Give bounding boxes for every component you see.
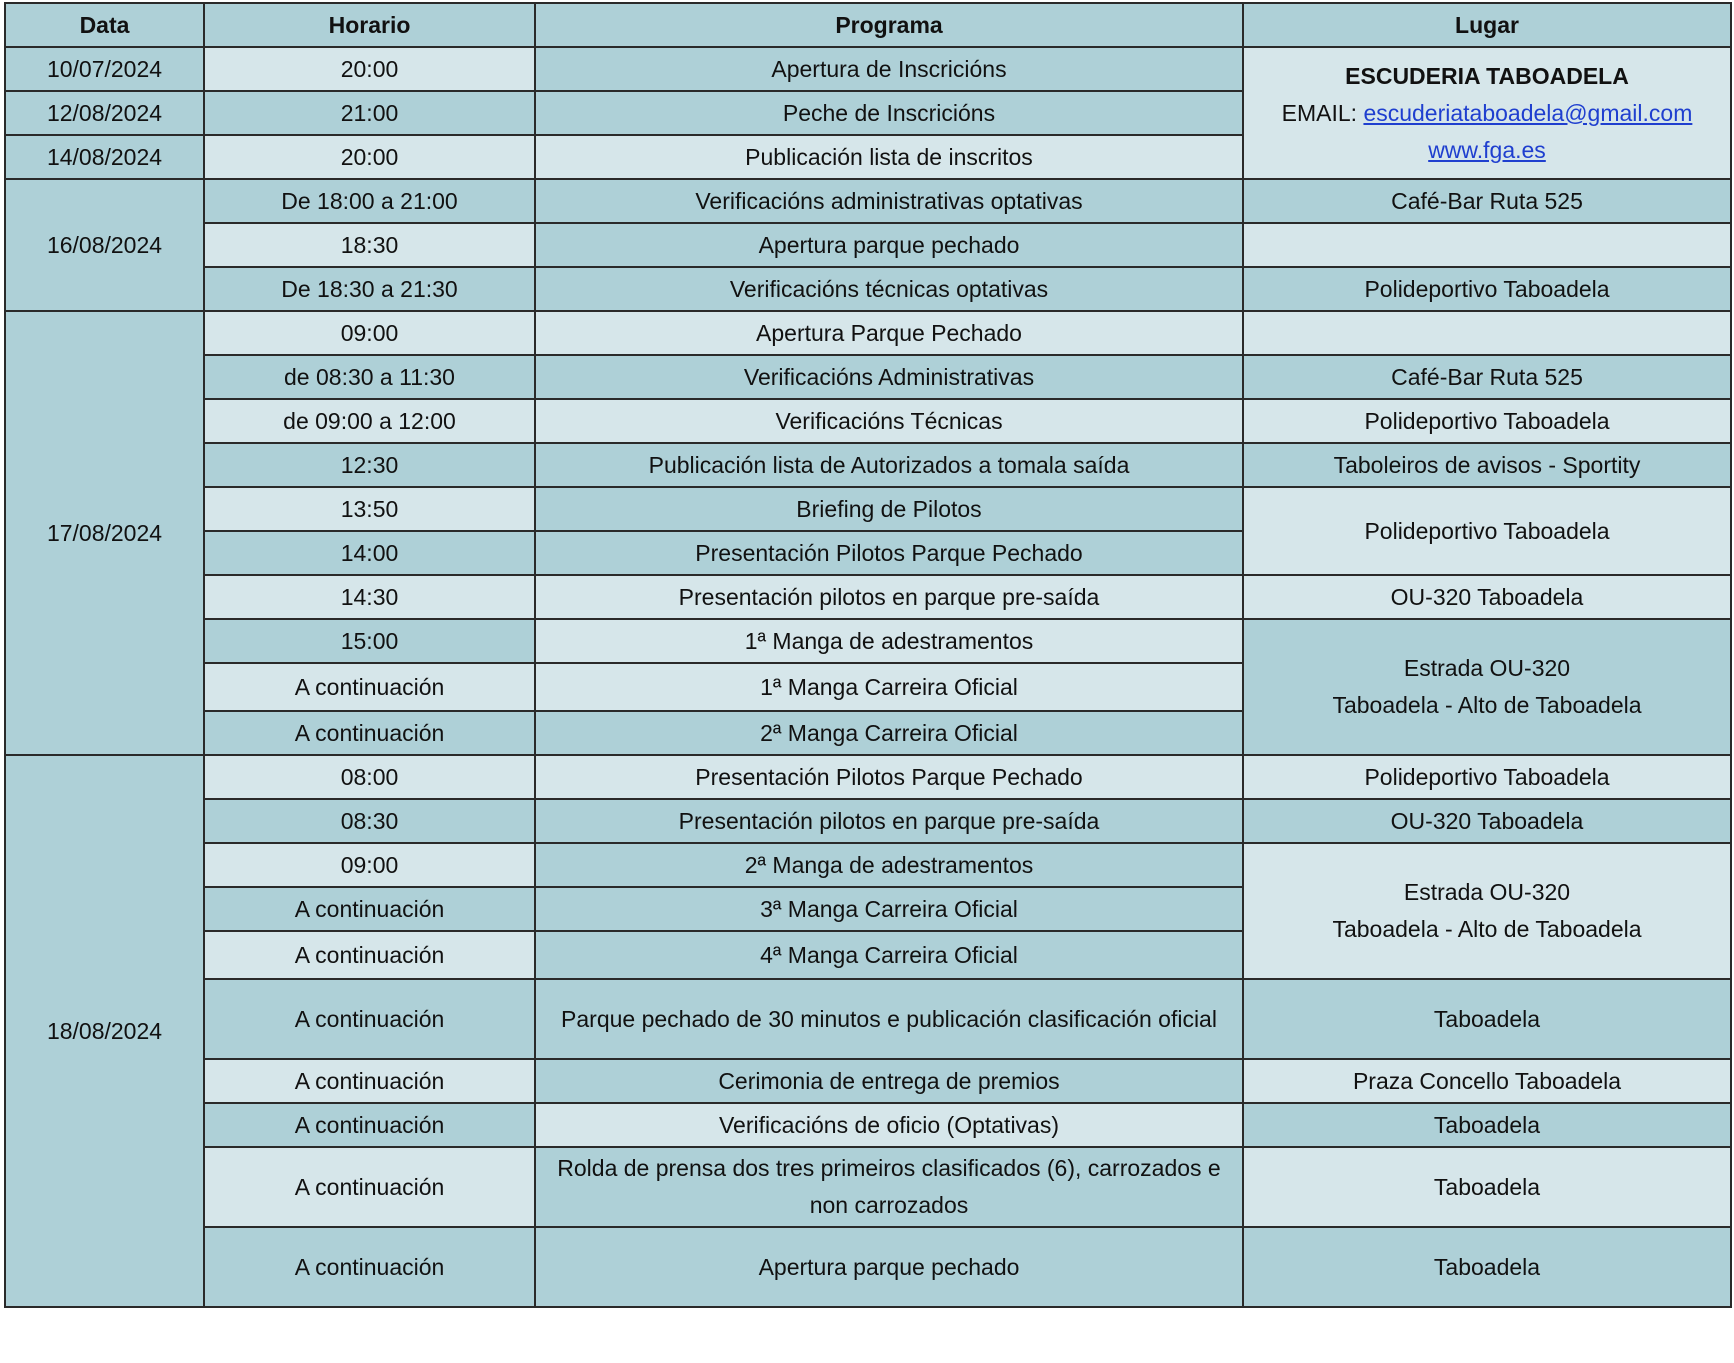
schedule-table	[4, 2, 1732, 1308]
program-cell: Publicación lista de inscritos	[535, 135, 1243, 179]
table-row	[5, 443, 1731, 487]
date-cell: 16/08/2024	[5, 179, 204, 311]
program-cell: Apertura parque pechado	[535, 1227, 1243, 1307]
place-cell	[1243, 223, 1731, 267]
table-row	[5, 1059, 1731, 1103]
place-cell: Taboleiros de avisos - Sportity	[1243, 443, 1731, 487]
place-cell	[1243, 843, 1731, 979]
program-cell: Presentación pilotos en parque pre-saída	[535, 799, 1243, 843]
time-cell: A continuación	[204, 711, 535, 755]
header-lugar: Lugar	[1243, 3, 1731, 47]
time-cell: 08:00	[204, 755, 535, 799]
program-cell: Rolda de prensa dos tres primeiros clasificados (6), carrozados e non carrozados	[535, 1147, 1243, 1227]
table-row	[5, 1227, 1731, 1307]
header-row	[5, 3, 1731, 47]
time-cell: A continuación	[204, 887, 535, 931]
email-link[interactable]: escuderiataboadela@gmail.com	[1363, 99, 1693, 126]
time-cell: A continuación	[204, 931, 535, 979]
program-cell: Publicación lista de Autorizados a tomala saída	[535, 443, 1243, 487]
table-row	[5, 487, 1731, 531]
place-cell: OU-320 Taboadela	[1243, 799, 1731, 843]
date-cell: 18/08/2024	[5, 755, 204, 1307]
contact-cell	[1243, 47, 1731, 179]
table-row	[5, 399, 1731, 443]
place-line: Taboadela - Alto de Taboadela	[1332, 692, 1642, 718]
time-cell: A continuación	[204, 1059, 535, 1103]
table-row	[5, 575, 1731, 619]
place-cell: Café-Bar Ruta 525	[1243, 179, 1731, 223]
time-cell: 09:00	[204, 843, 535, 887]
time-cell: 20:00	[204, 135, 535, 179]
time-cell: 14:30	[204, 575, 535, 619]
table-row	[5, 223, 1731, 267]
email-line	[1254, 95, 1720, 132]
time-cell: A continuación	[204, 1147, 535, 1227]
time-cell: 13:50	[204, 487, 535, 531]
table-row	[5, 979, 1731, 1059]
header-data: Data	[5, 3, 204, 47]
place-cell: OU-320 Taboadela	[1243, 575, 1731, 619]
place-cell: Polideportivo Taboadela	[1243, 399, 1731, 443]
place-cell	[1243, 311, 1731, 355]
program-cell: Peche de Inscricións	[535, 91, 1243, 135]
table-row	[5, 355, 1731, 399]
email-label: EMAIL:	[1281, 99, 1364, 126]
program-cell: Verificacións administrativas optativas	[535, 179, 1243, 223]
place-cell: Taboadela	[1243, 979, 1731, 1059]
time-cell: 18:30	[204, 223, 535, 267]
program-cell: 2ª Manga de adestramentos	[535, 843, 1243, 887]
program-cell: Cerimonia de entrega de premios	[535, 1059, 1243, 1103]
time-cell: 09:00	[204, 311, 535, 355]
program-cell: Briefing de Pilotos	[535, 487, 1243, 531]
time-cell: de 08:30 a 11:30	[204, 355, 535, 399]
time-cell: 21:00	[204, 91, 535, 135]
header-horario: Horario	[204, 3, 535, 47]
place-line: Taboadela - Alto de Taboadela	[1332, 916, 1642, 942]
organizer-name: ESCUDERIA TABOADELA	[1345, 62, 1629, 89]
program-cell: Presentación Pilotos Parque Pechado	[535, 755, 1243, 799]
time-cell: 08:30	[204, 799, 535, 843]
time-cell: A continuación	[204, 1227, 535, 1307]
time-cell: De 18:30 a 21:30	[204, 267, 535, 311]
place-cell: Taboadela	[1243, 1227, 1731, 1307]
program-cell: 1ª Manga de adestramentos	[535, 619, 1243, 663]
place-cell	[1243, 619, 1731, 755]
time-cell: 14:00	[204, 531, 535, 575]
program-cell: Verificacións técnicas optativas	[535, 267, 1243, 311]
time-cell: A continuación	[204, 663, 535, 711]
program-cell: Apertura Parque Pechado	[535, 311, 1243, 355]
table-row	[5, 843, 1731, 887]
time-cell: 12:30	[204, 443, 535, 487]
program-cell: Presentación Pilotos Parque Pechado	[535, 531, 1243, 575]
place-cell: Taboadela	[1243, 1103, 1731, 1147]
place-line: Estrada OU-320	[1403, 879, 1571, 905]
program-cell: Apertura parque pechado	[535, 223, 1243, 267]
program-cell: 2ª Manga Carreira Oficial	[535, 711, 1243, 755]
place-cell: Polideportivo Taboadela	[1243, 487, 1731, 575]
time-cell: de 09:00 a 12:00	[204, 399, 535, 443]
place-cell: Praza Concello Taboadela	[1243, 1059, 1731, 1103]
table-row	[5, 179, 1731, 223]
program-cell: Verificacións Técnicas	[535, 399, 1243, 443]
time-cell: 20:00	[204, 47, 535, 91]
program-cell: 4ª Manga Carreira Oficial	[535, 931, 1243, 979]
time-cell: 15:00	[204, 619, 535, 663]
program-cell: Verificacións Administrativas	[535, 355, 1243, 399]
program-cell: 1ª Manga Carreira Oficial	[535, 663, 1243, 711]
web-link[interactable]: www.fga.es	[1428, 136, 1546, 163]
table-row	[5, 755, 1731, 799]
time-cell: De 18:00 a 21:00	[204, 179, 535, 223]
place-cell: Taboadela	[1243, 1147, 1731, 1227]
program-cell: Verificacións de oficio (Optativas)	[535, 1103, 1243, 1147]
place-cell: Café-Bar Ruta 525	[1243, 355, 1731, 399]
date-cell: 17/08/2024	[5, 311, 204, 755]
table-row	[5, 47, 1731, 91]
program-cell: 3ª Manga Carreira Oficial	[535, 887, 1243, 931]
date-cell: 12/08/2024	[5, 91, 204, 135]
place-line: Estrada OU-320	[1403, 655, 1571, 681]
time-cell: A continuación	[204, 979, 535, 1059]
header-programa: Programa	[535, 3, 1243, 47]
table-row	[5, 619, 1731, 663]
time-cell: A continuación	[204, 1103, 535, 1147]
table-row	[5, 1103, 1731, 1147]
program-cell: Apertura de Inscricións	[535, 47, 1243, 91]
place-cell: Polideportivo Taboadela	[1243, 755, 1731, 799]
date-cell: 14/08/2024	[5, 135, 204, 179]
program-cell: Presentación pilotos en parque pre-saída	[535, 575, 1243, 619]
table-row	[5, 311, 1731, 355]
table-row	[5, 799, 1731, 843]
table-row	[5, 267, 1731, 311]
date-cell: 10/07/2024	[5, 47, 204, 91]
program-cell: Parque pechado de 30 minutos e publicación clasificación oficial	[535, 979, 1243, 1059]
table-row	[5, 1147, 1731, 1227]
place-cell: Polideportivo Taboadela	[1243, 267, 1731, 311]
